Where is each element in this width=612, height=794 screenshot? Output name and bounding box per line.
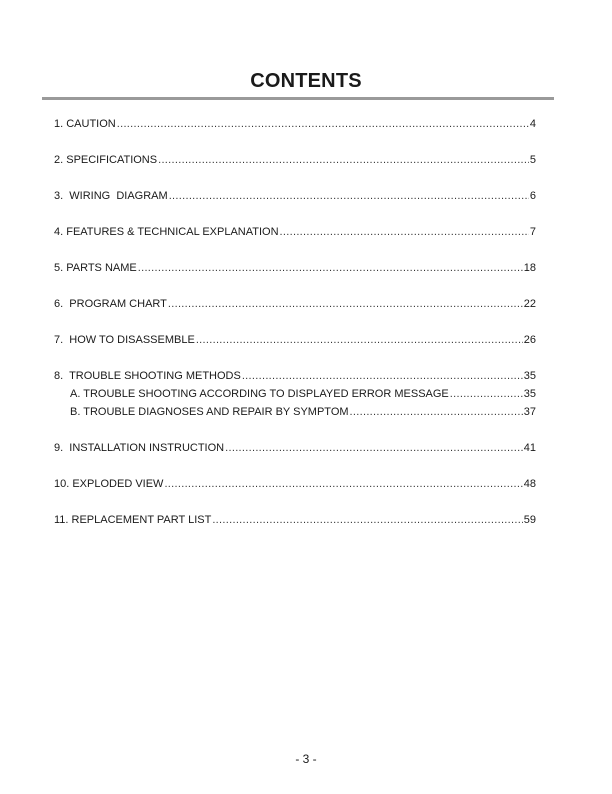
toc-entry-features[interactable] (54, 225, 536, 239)
toc-entry-specifications[interactable] (54, 153, 536, 167)
toc-entry-page: 26 (523, 334, 536, 346)
toc-entry-trouble-shooting[interactable] (54, 369, 536, 383)
toc-entry-label: 9. INSTALLATION INSTRUCTION (54, 442, 225, 454)
toc-entry-page: 5 (529, 154, 536, 166)
page-number: - 3 - (295, 752, 317, 766)
toc-entry-page: 6 (529, 190, 536, 202)
toc-entry-label: 6. PROGRAM CHART (54, 298, 167, 310)
dot-leader (164, 477, 522, 491)
toc-subentry-error-message[interactable] (70, 387, 536, 401)
toc-entry-label: A. TROUBLE SHOOTING ACCORDING TO DISPLAYED ERROR MESSAGE (70, 388, 449, 400)
toc-entry-label: 7. HOW TO DISASSEMBLE (54, 334, 195, 346)
toc-entry-label: 1. CAUTION (54, 118, 116, 130)
toc-entry-caution[interactable] (54, 117, 536, 131)
toc-entry-page: 22 (523, 298, 536, 310)
dot-leader (280, 225, 529, 239)
toc-entry-label: 4. FEATURES & TECHNICAL EXPLANATION (54, 226, 279, 238)
dot-leader (225, 441, 523, 455)
toc-entry-label: 10. EXPLODED VIEW (54, 478, 164, 490)
toc-entry-wiring-diagram[interactable] (54, 189, 536, 203)
dot-leader (212, 513, 522, 527)
toc-entry-program-chart[interactable] (54, 297, 536, 311)
toc-entry-label: B. TROUBLE DIAGNOSES AND REPAIR BY SYMPTOM (70, 406, 349, 418)
toc-subentry-repair-by-symptom[interactable] (70, 405, 536, 419)
toc-entry-page: 7 (529, 226, 536, 238)
dot-leader (196, 333, 523, 347)
toc-entry-page: 35 (523, 388, 536, 400)
page-title: CONTENTS (250, 70, 362, 92)
toc-entry-exploded-view[interactable] (54, 477, 536, 491)
dot-leader (138, 261, 523, 275)
toc-entry-page: 37 (523, 406, 536, 418)
toc-entry-label: 8. TROUBLE SHOOTING METHODS (54, 370, 241, 382)
toc-entry-label: 11. REPLACEMENT PART LIST (54, 514, 212, 526)
toc-entry-parts-name[interactable] (54, 261, 536, 275)
dot-leader (158, 153, 529, 167)
toc-entry-page: 4 (529, 118, 536, 130)
toc-entry-label: 5. PARTS NAME (54, 262, 137, 274)
dot-leader (242, 369, 523, 383)
toc-entry-installation[interactable] (54, 441, 536, 455)
dot-leader (450, 387, 523, 401)
dot-leader (117, 117, 529, 131)
toc-entry-page: 59 (523, 514, 536, 526)
toc-entry-page: 41 (523, 442, 536, 454)
dot-leader (168, 297, 523, 311)
toc-entry-page: 35 (523, 370, 536, 382)
dot-leader (169, 189, 529, 203)
toc-entry-label: 2. SPECIFICATIONS (54, 154, 158, 166)
dot-leader (350, 405, 523, 419)
toc-entry-page: 48 (523, 478, 536, 490)
toc-entry-how-to-disassemble[interactable] (54, 333, 536, 347)
toc-entry-label: 3. WIRING DIAGRAM (54, 190, 168, 202)
toc-entry-replacement-part-list[interactable] (54, 513, 536, 527)
toc-entry-page: 18 (523, 262, 536, 274)
